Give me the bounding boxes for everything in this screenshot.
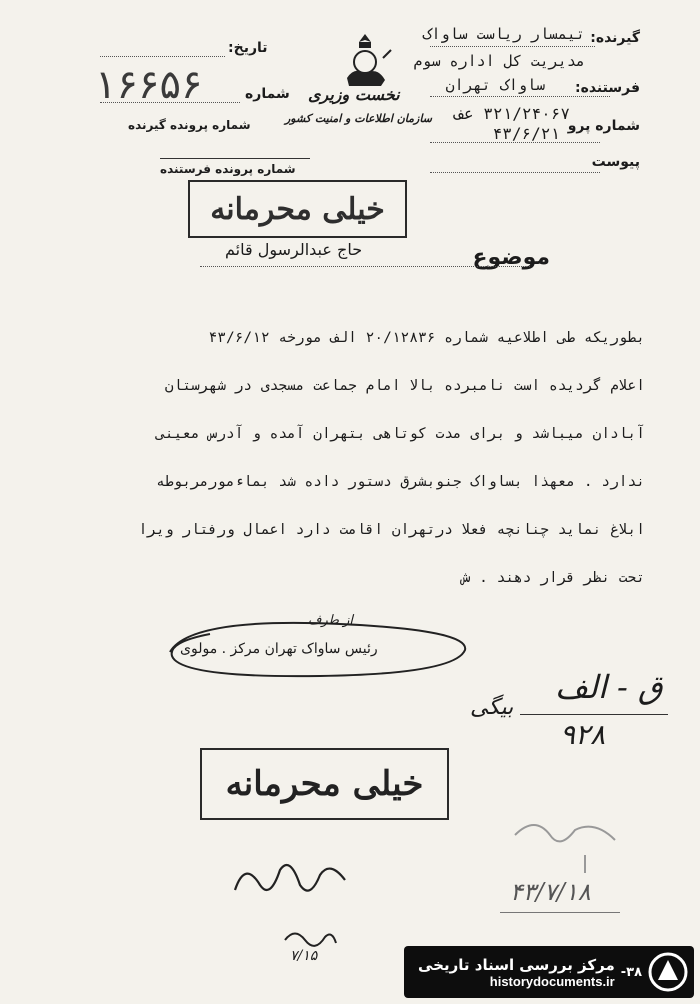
body-line: ابلاغ نماید چنانچه فعلا درتهران اقامت دارد اعمال ورفتار ویرا: [138, 522, 645, 538]
annotation-rule: [520, 714, 668, 715]
page-reference: -۳۸: [620, 964, 642, 980]
receiver-file-label: شماره پرونده گیرنده: [128, 118, 251, 132]
attachment-label: پیوست: [591, 154, 640, 170]
number-annotation: ۹۲۸: [560, 718, 606, 751]
archive-url: historydocuments.ir: [489, 973, 615, 989]
body-line: تحت نظر قرار دهند . ش: [461, 570, 645, 586]
signature-note: از طرف: [308, 613, 354, 628]
date-annotation: ۴۳/۷/۱۸: [510, 878, 591, 906]
body-line: آبادان میباشد و برای مدت کوتاهی بتهران آمده و آدرس معینی: [156, 426, 645, 442]
receiver-dotline: [430, 46, 595, 47]
attachment-dotline: [430, 172, 600, 173]
file-date-value: ۴۳/۶/۲۱: [492, 124, 560, 143]
file-number-value: ۳۲۱/۲۴۰۶۷ عف: [454, 104, 570, 123]
letter-body: [75, 314, 645, 602]
faint-handwriting: [505, 805, 645, 875]
file-number-label: شماره پرو: [567, 118, 640, 134]
archive-title: مرکز بررسی اسناد تاریخی: [418, 955, 615, 974]
number-label: شماره: [245, 86, 290, 102]
sender-label: فرستنده:: [574, 80, 640, 96]
handwritten-number: ۱۶۶۵۶: [95, 62, 203, 108]
receiver-value: تیمسار ریاست ساواک: [422, 25, 585, 43]
side-annotation: بیگی: [470, 695, 514, 720]
initials-annotation: ۷/۱۵: [290, 948, 318, 964]
sender-value: ساواک تهران: [445, 76, 545, 94]
file-dotline: [430, 142, 600, 143]
body-line: بطوریکه طی اطلاعیه شماره ۲۰/۱۲۸۳۶ الف مورخه ۴۳/۶/۱۲: [208, 330, 645, 346]
ministry-title: نخست وزیری: [308, 85, 400, 104]
date-dotline: [100, 56, 225, 57]
body-line: ندارد . معهذا بساواک جنوبشرق دستور داده شد بماءمورمربوطه: [156, 474, 645, 490]
sender-file-label: شماره پرونده فرستنده: [160, 162, 296, 176]
subject-value: حاج عبدالرسول قائم: [225, 240, 363, 259]
sender-file-rule: [160, 158, 310, 159]
archive-logo-icon: [646, 950, 690, 994]
classification-stamp-top: خیلی محرمانه: [188, 180, 407, 238]
sender-line: مدیریت کل اداره سوم: [413, 52, 585, 70]
receiver-label: گیرنده:: [590, 30, 640, 46]
classification-stamp-bottom: خیلی محرمانه: [200, 748, 449, 820]
subject-dotline: [200, 266, 530, 267]
date-rule: [500, 912, 620, 913]
subject-label: موضوع: [472, 245, 550, 270]
code-annotation: ق - الف: [555, 668, 663, 706]
archive-watermark: [404, 946, 694, 998]
handwritten-note: [225, 850, 355, 910]
date-label: تاریخ:: [228, 40, 268, 56]
body-line: اعلام گردیده است نامبرده بالا امام جماعت مسجدی در شهرستان: [164, 378, 645, 394]
sender-dotline: [430, 96, 610, 97]
organization-title: سازمان اطلاعات و امنیت کشور: [285, 112, 432, 125]
signature-line: رئیس ساواک تهران مرکز . مولوی: [180, 641, 378, 657]
